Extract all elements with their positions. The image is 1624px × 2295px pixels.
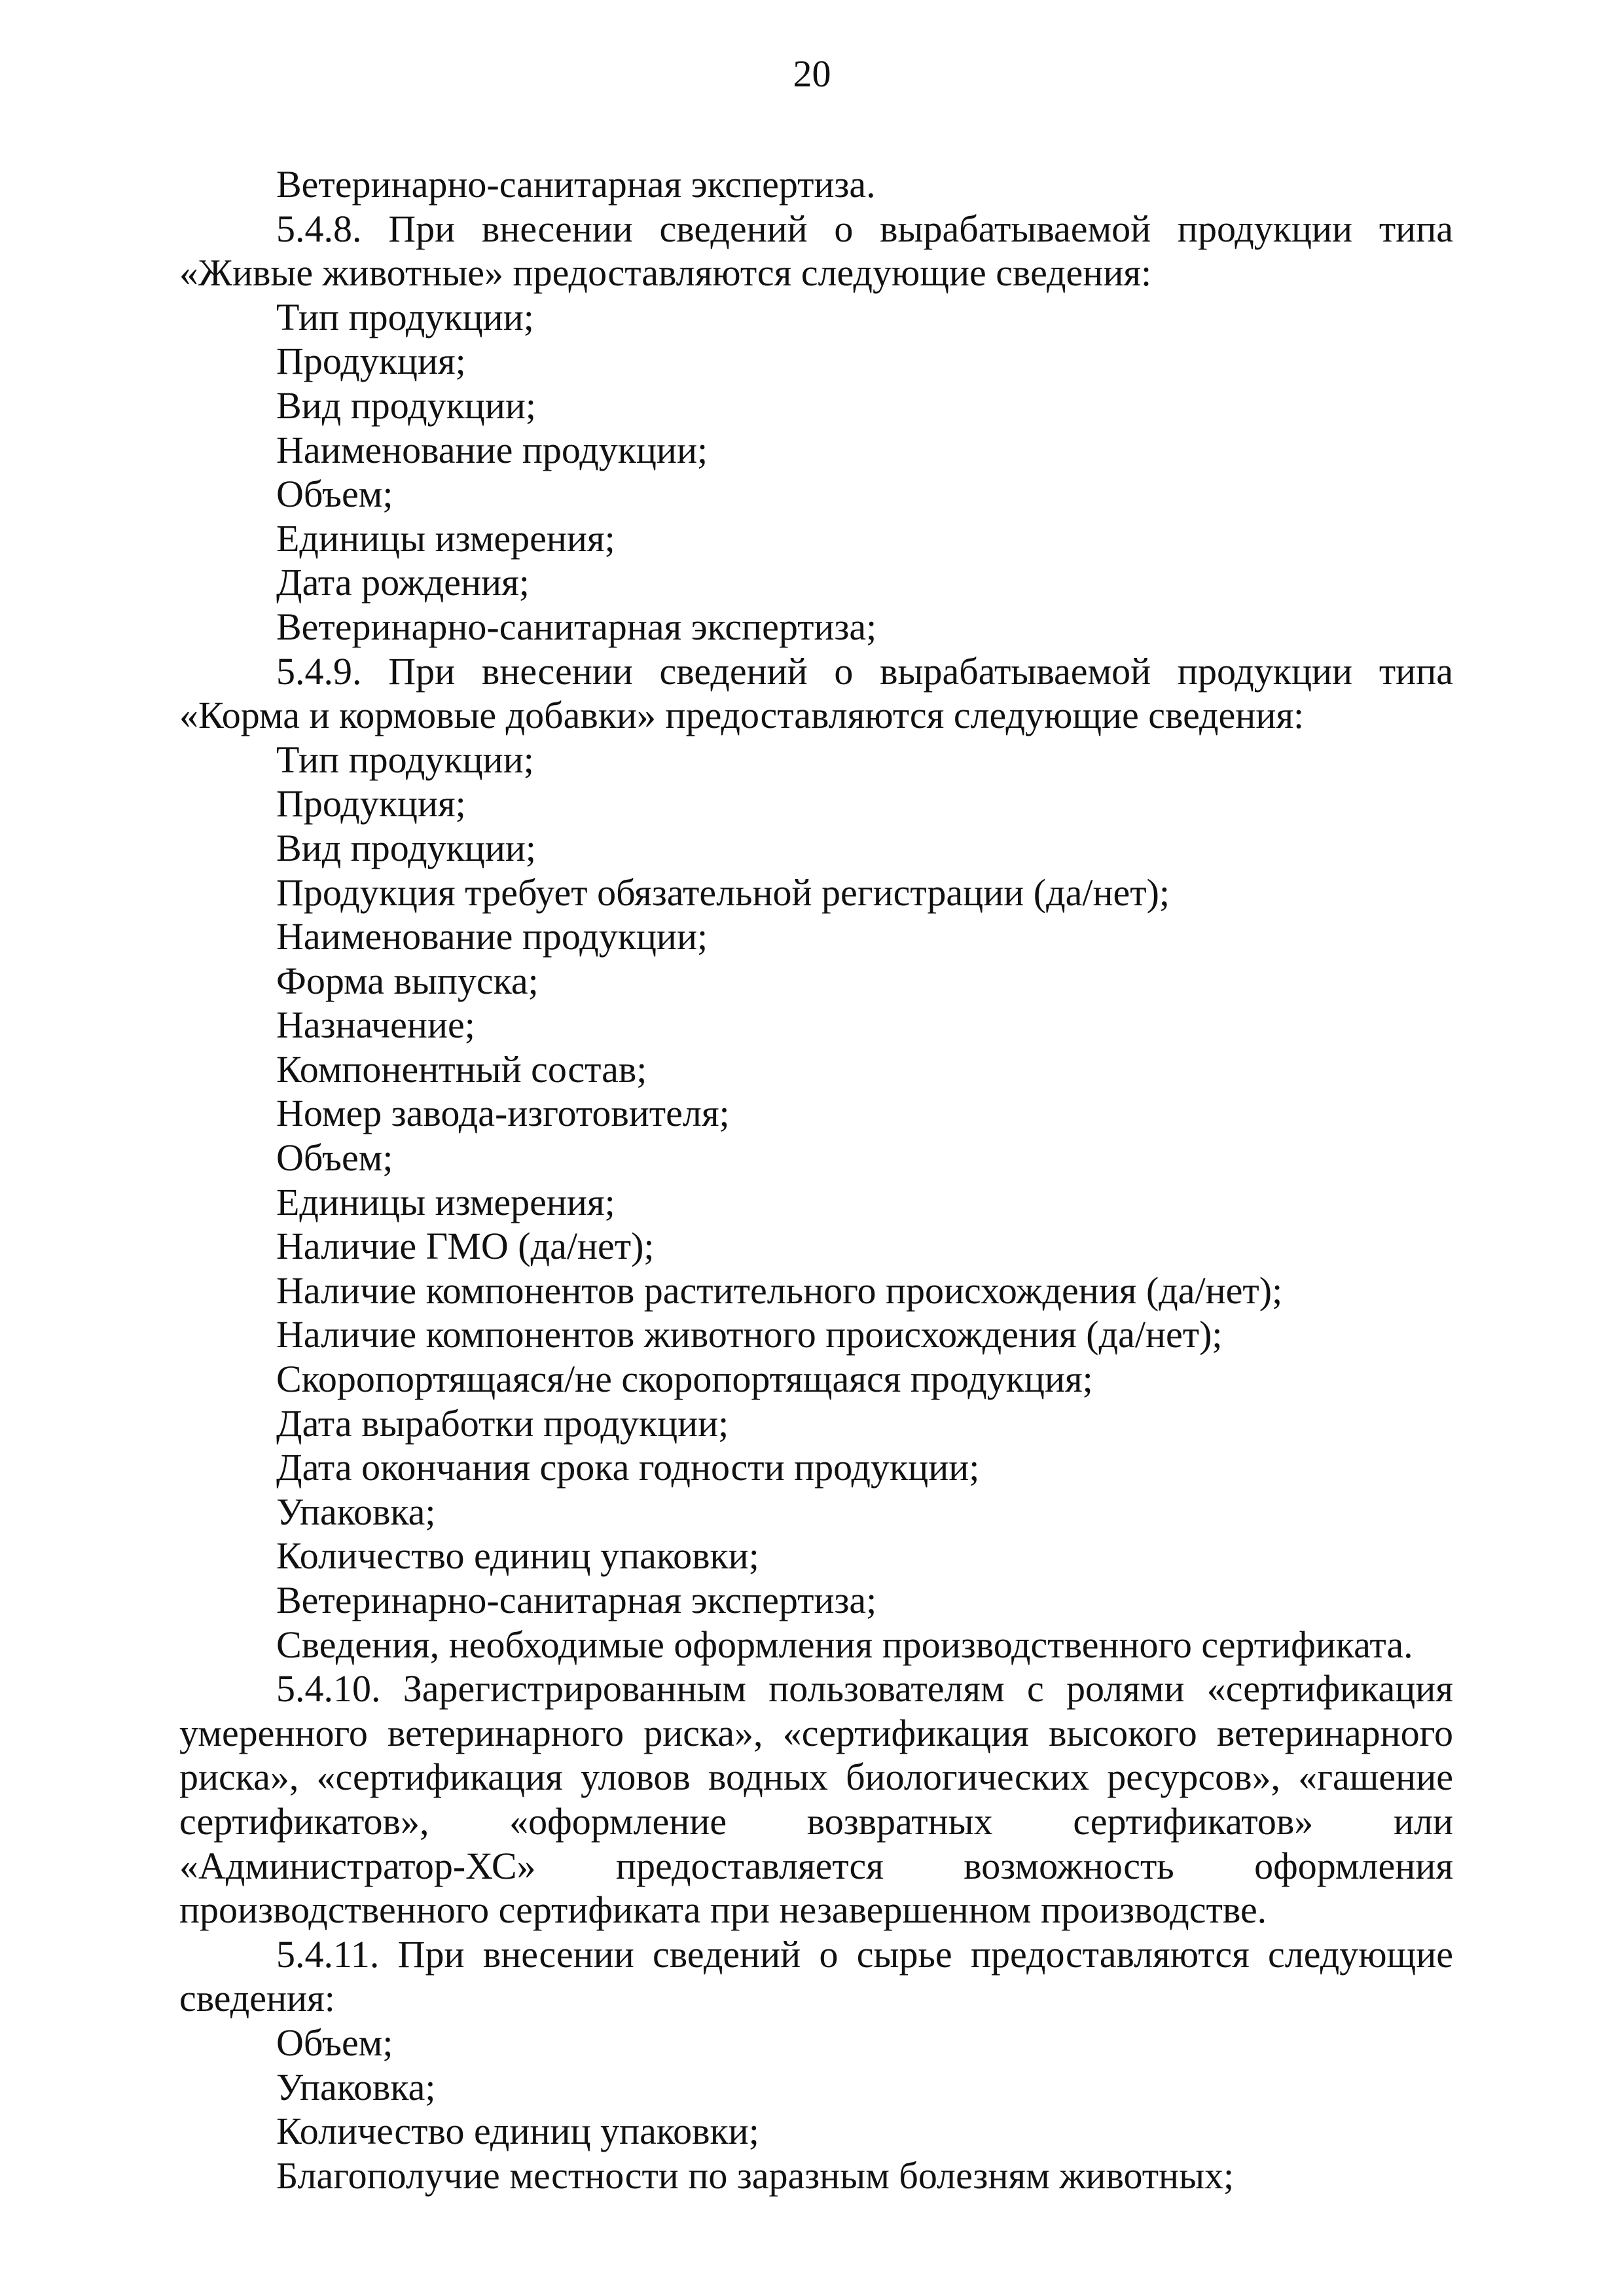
list-item: Наличие ГМО (да/нет); bbox=[276, 1225, 655, 1268]
list-item: Дата окончания срока годности продукции; bbox=[276, 1446, 980, 1489]
list-item: Сведения, необходимые оформления производственного сертификата. bbox=[276, 1623, 1413, 1666]
list-item: Упаковка; bbox=[276, 2065, 436, 2108]
text-line: «Администратор-ХС» предоставляется возможность оформления bbox=[179, 1844, 1453, 1887]
list-item: Количество единиц упаковки; bbox=[276, 1534, 759, 1578]
list-item: Объем; bbox=[276, 1136, 393, 1180]
list-item: Тип продукции; bbox=[276, 295, 534, 338]
document-body bbox=[179, 162, 1453, 2197]
text-line: Ветеринарно-санитарная экспертиза. bbox=[276, 163, 876, 206]
list-item: Продукция требует обязательной регистрации (да/нет); bbox=[276, 871, 1170, 914]
list-item: Ветеринарно-санитарная экспертиза; bbox=[276, 1579, 877, 1621]
list-item: Продукция; bbox=[276, 782, 466, 825]
list-item: Наименование продукции; bbox=[276, 915, 708, 958]
list-item: Упаковка; bbox=[276, 1490, 436, 1533]
list-item: Количество единиц упаковки; bbox=[276, 2110, 759, 2153]
list-item: Вид продукции; bbox=[276, 826, 537, 869]
text-line: сведения: bbox=[179, 1977, 335, 2020]
text-line: «Живые животные» предоставляются следующие сведения: bbox=[179, 251, 1152, 295]
list-item: Вид продукции; bbox=[276, 384, 537, 427]
list-item: Объем; bbox=[276, 2021, 393, 2064]
text-line: умеренного ветеринарного риска», «сертификация высокого ветеринарного bbox=[179, 1711, 1453, 1754]
list-item: Ветеринарно-санитарная экспертиза; bbox=[276, 605, 877, 648]
list-item: Номер завода-изготовителя; bbox=[276, 1092, 730, 1135]
list-item: Наличие компонентов животного происхождения (да/нет); bbox=[276, 1313, 1223, 1356]
paragraph-5-4-11-start: 5.4.11. При внесении сведений о сырье предоставляются следующие bbox=[276, 1932, 1453, 1976]
list-item: Дата рождения; bbox=[276, 561, 530, 604]
text-line: производственного сертификата при незавершенном производстве. bbox=[179, 1888, 1267, 1932]
text-line: риска», «сертификация уловов водных биологических ресурсов», «гашение bbox=[179, 1756, 1453, 1799]
list-item: Компонентный состав; bbox=[276, 1047, 647, 1091]
list-item: Тип продукции; bbox=[276, 738, 534, 781]
list-item: Продукция; bbox=[276, 340, 466, 383]
page-number: 20 bbox=[793, 52, 831, 95]
paragraph-5-4-10-start: 5.4.10. Зарегистрированным пользователям с ролями «сертификация bbox=[276, 1667, 1453, 1710]
list-item: Единицы измерения; bbox=[276, 1180, 615, 1223]
list-item: Назначение; bbox=[276, 1003, 475, 1047]
list-item: Наличие компонентов растительного происхождения (да/нет); bbox=[276, 1269, 1283, 1312]
list-item: Форма выпуска; bbox=[276, 959, 539, 1002]
text-line: сертификатов», «оформление возвратных сертификатов» или bbox=[179, 1799, 1453, 1843]
list-item: Объем; bbox=[276, 473, 393, 516]
list-item: Благополучие местности по заразным болезням животных; bbox=[276, 2154, 1235, 2197]
paragraph-5-4-8-start: 5.4.8. При внесении сведений о вырабатываемой продукции типа bbox=[276, 207, 1453, 250]
paragraph-5-4-9-start: 5.4.9. При внесении сведений о вырабатываемой продукции типа bbox=[276, 649, 1453, 693]
list-item: Дата выработки продукции; bbox=[276, 1401, 729, 1445]
list-item: Единицы измерения; bbox=[276, 516, 615, 560]
list-item: Скоропортящаяся/не скоропортящаяся продукция; bbox=[276, 1358, 1093, 1401]
text-line: «Корма и кормовые добавки» предоставляются следующие сведения: bbox=[179, 694, 1305, 737]
list-item: Наименование продукции; bbox=[276, 428, 708, 471]
